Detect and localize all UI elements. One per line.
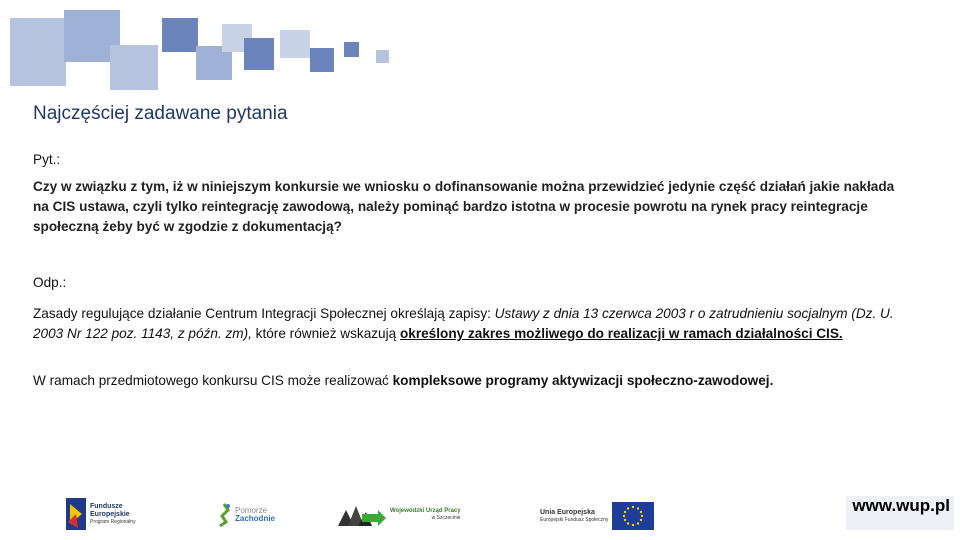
- website-link[interactable]: www.wup.pl: [846, 496, 954, 530]
- logo-wup-szczecin: [338, 500, 461, 528]
- footer-logos: [0, 490, 960, 540]
- answer-p2-end: .: [769, 373, 774, 388]
- fe-line2: Europejskie: [90, 511, 130, 518]
- answer-p2-bold: kompleksowe programy aktywizacji społeczno-zawodowej: [392, 373, 770, 388]
- answer-p1-underline: określony zakres możliwego do realizacji w ramach działalności CIS.: [399, 326, 843, 341]
- fe-star-icon: [66, 498, 86, 530]
- pz-line2: Zachodnie: [235, 514, 276, 523]
- answer-p1-mid: które również wskazują: [251, 326, 400, 341]
- wup-blocks-icon: [338, 500, 386, 528]
- answer-label: Odp.:: [33, 275, 67, 290]
- question-label: Pyt.:: [33, 152, 61, 167]
- wup-line1: Wojewódzki Urząd Pracy: [390, 508, 461, 514]
- question-text: Czy w związku z tym, iż w niniejszym konkursie we wniosku o dofinansowanie można przewidzieć jedynie część działań jakie nakłada na CIS ustawa, czyli tylko reintegrację zawodową, należy pominąć bardzo istotna w procesie powrotu na rynek pracy reintegracje społeczną żeby być w zgodzie z dokumentacją?: [33, 179, 895, 234]
- ue-sub: Europejski Fundusz Społeczny: [540, 517, 609, 523]
- page-title: Najczęściej zadawane pytania: [33, 103, 288, 124]
- eu-flag-icon: [612, 502, 654, 530]
- logo-fundusze-europejskie: [66, 498, 136, 530]
- answer-paragraph-2: [33, 371, 913, 391]
- answer-p1-start: Zasady regulujące działanie Centrum Integracji Społecznej określają zapisy:: [33, 306, 495, 321]
- fe-line1: Fundusze: [90, 503, 123, 510]
- answer-p2-start: W ramach przedmiotowego konkursu CIS może realizować: [33, 373, 393, 388]
- fe-sub: Program Regionalny: [90, 519, 136, 525]
- answer-paragraph-1: [33, 304, 913, 344]
- answer-p1-italic: Ustawy z dnia 13 czerwca 2003 r o zatrudnieniu socjalnym (Dz. U. 2003 Nr 122 poz. 1143, z późn. zm),: [33, 306, 894, 341]
- logo-pomorze-zachodnie: [216, 502, 275, 528]
- ue-line1: Unia Europejska: [540, 509, 595, 516]
- pz-leaf-icon: [216, 502, 232, 528]
- pz-line1: Pomorze: [235, 506, 268, 515]
- logo-unia-europejska: [540, 502, 654, 530]
- wup-line2: w Szczecinie: [431, 515, 461, 521]
